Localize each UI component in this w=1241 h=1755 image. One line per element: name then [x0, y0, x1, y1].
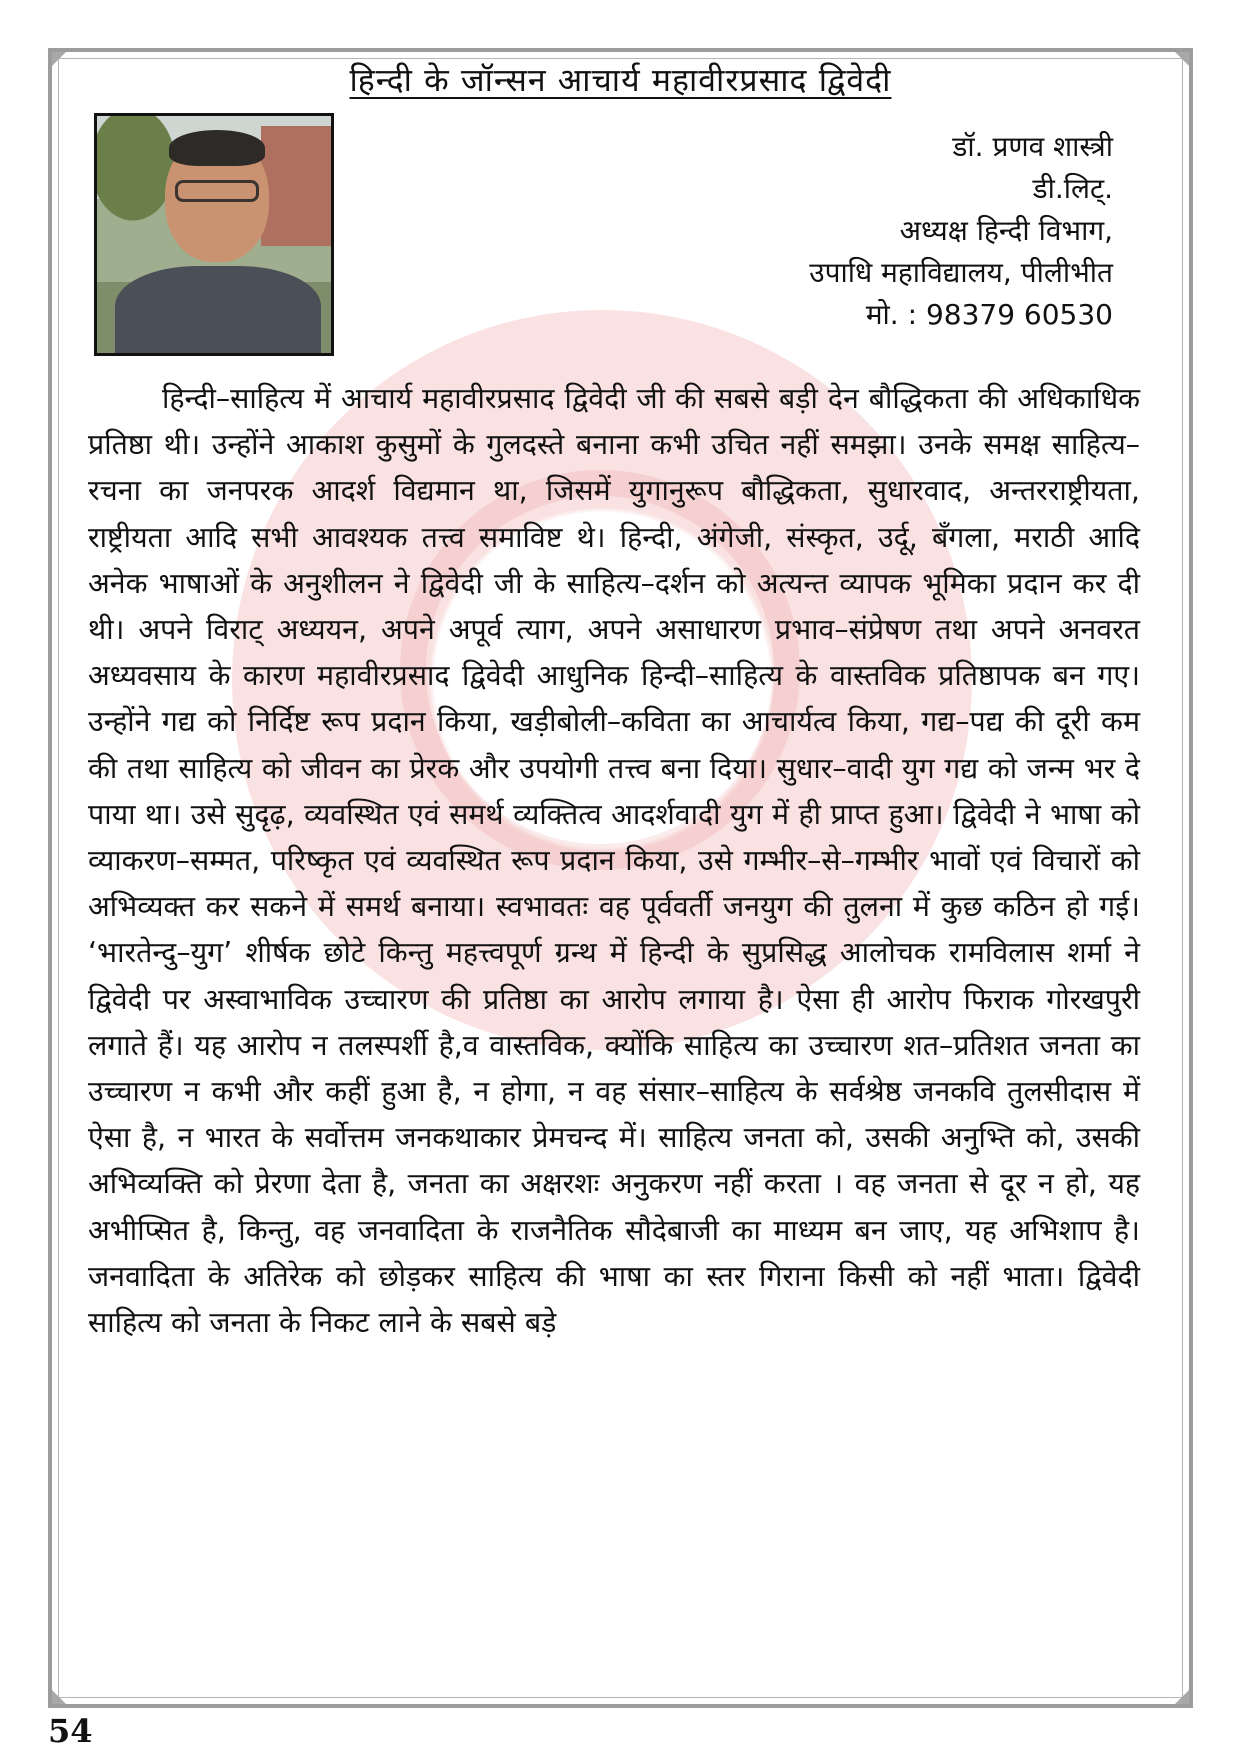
- photo-shirt: [115, 266, 321, 356]
- author-photo: [94, 113, 334, 356]
- author-block: [809, 126, 1113, 336]
- author-institution: उपाधि महाविद्यालय, पीलीभीत: [809, 256, 1113, 289]
- article-title: हिन्दी के जॉन्सन आचार्य महावीरप्रसाद द्विवेदी: [349, 61, 892, 99]
- photo-building: [261, 126, 331, 246]
- author-mobile: मो. : 98379 60530: [865, 298, 1113, 331]
- article-title-container: [0, 58, 1241, 101]
- author-degree: डी.लिट्.: [1032, 172, 1113, 205]
- author-designation: अध्यक्ष हिन्दी विभाग,: [899, 214, 1113, 247]
- body-paragraph: हिन्दी–साहित्य में आचार्य महावीरप्रसाद द्विवेदी जी की सबसे बड़ी देन बौद्धिकता की अधिकाधिक प्रतिष्ठा थी। उन्होंने आकाश कुसुमों के गुलदस्ते बनाना कभी उचित नहीं समझा। उनके समक्ष साहित्य–रचना का जनपरक आदर्श विद्यमान था, जिसमें युगानुरूप बौद्धिकता, सुधारवाद, अन्तरराष्ट्रीयता, राष्ट्रीयता आदि सभी आवश्यक तत्त्व समाविष्ट थे। हिन्दी, अंगेजी, संस्कृत, उर्दू, बँगला, मराठी आदि अनेक भाषाओं के अनुशीलन ने द्विवेदी जी के साहित्य–दर्शन को अत्यन्त व्यापक भूमिका प्रदान कर दी थी। अपने विराट् अध्ययन, अपने अपूर्व त्याग, अपने असाधारण प्रभाव–संप्रेषण तथा अपने अनवरत अध्यवसाय के कारण महावीरप्रसाद द्विवेदी आधुनिक हिन्दी–साहित्य के वास्तविक प्रतिष्ठापक बन गए। उन्होंने गद्य को निर्दिष्ट रूप प्रदान किया, खड़ीबोली–कविता का आचार्यत्व किया, गद्य–पद्य की दूरी कम की तथा साहित्य को जीवन का प्रेरक और उपयोगी तत्त्व बना दिया। सुधार–वादी युग गद्य को जन्म भर दे पाया था। उसे सुदृढ़, व्यवस्थित एवं समर्थ व्यक्तित्व आदर्शवादी युग में ही प्राप्त हुआ। द्विवेदी ने भाषा को व्याकरण–सम्मत, परिष्कृत एवं व्यवस्थित रूप प्रदान किया, उसे गम्भीर–से–गम्भीर भावों एवं विचारों को अभिव्यक्त कर सकने में समर्थ बनाया। स्वभावतः वह पूर्ववर्ती जनयुग की तुलना में कुछ कठिन हो गई। ‘भारतेन्दु–युग’ शीर्षक छोटे किन्तु महत्त्वपूर्ण ग्रन्थ में हिन्दी के सुप्रसिद्ध आलोचक रामविलास शर्मा ने द्विवेदी पर अस्वाभाविक उच्चारण की प्रतिष्ठा का आरोप लगाया है। ऐसा ही आरोप फिराक गोरखपुरी लगाते हैं। यह आरोप न तलस्पर्शी है,व वास्तविक, क्योंकि साहित्य का उच्चारण शत–प्रतिशत जनता का उच्चारण न कभी और कहीं हुआ है, न होगा, न वह संसार–साहित्य के सर्वश्रेष्ठ जनकवि तुलसीदास में ऐसा है, न भारत के सर्वोत्तम जनकथाकार प्रेमचन्द में। साहित्य जनता को, उसकी अनुभ्ति को, उसकी अभिव्यक्ति को प्रेरणा देता है, जनता का अक्षरशः अनुकरण नहीं करता । वह जनता से दूर न हो, यह अभीप्सित है, किन्तु, वह जनवादिता के राजनैतिक सौदेबाजी का माध्यम बन जाए, यह अभिशाप है। जनवादिता के अतिरेक को छोड़कर साहित्य की भाषा का स्तर गिराना किसी को नहीं भाता। द्विवेदी साहित्य को जनता के निकट लाने के सबसे बड़े: [88, 382, 1140, 1340]
- author-name: डॉ. प्रणव शास्त्री: [952, 130, 1113, 163]
- photo-glasses: [175, 180, 259, 202]
- page-number: 54: [48, 1712, 93, 1750]
- photo-hair: [169, 130, 265, 166]
